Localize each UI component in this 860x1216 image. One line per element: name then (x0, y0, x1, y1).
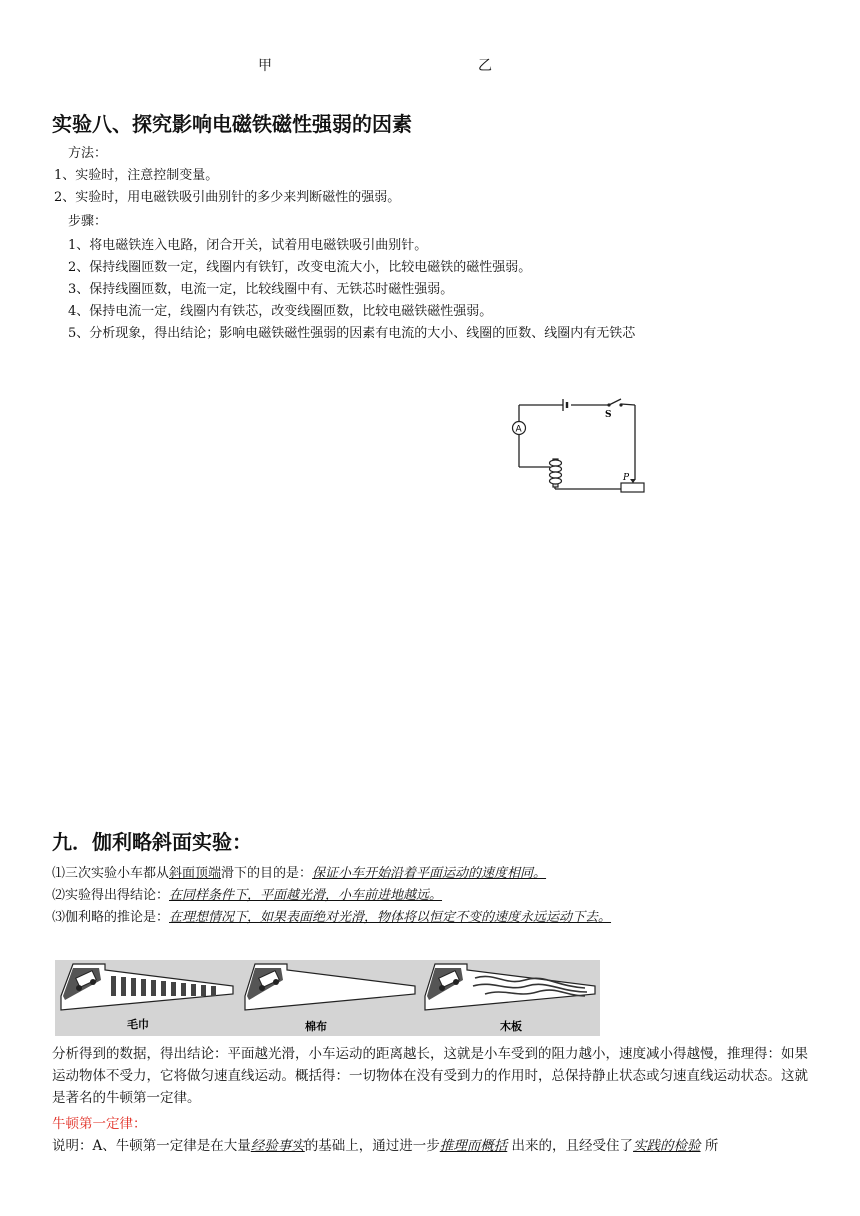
note-underlined: 实践的检验 (633, 1138, 701, 1154)
question-2 (52, 885, 442, 907)
method-item: 2、实验时，用电磁铁吸引曲别针的多少来判断磁性的强弱。 (54, 190, 401, 205)
step-item: 5、分析现象，得出结论；影响电磁铁磁性强弱的因素有电流的大小、线圈的匝数、线圈内有无铁芯 (68, 326, 636, 341)
switch-icon (607, 403, 622, 406)
surface-label: 木板 (500, 1020, 522, 1033)
figure-label-jia: 甲 (258, 58, 272, 74)
q2-prefix: ⑵实验得出得结论： (52, 888, 170, 903)
step-item: 3、保持线圈匝数，电流一定，比较线圈中有、无铁芯时磁性强弱。 (68, 282, 454, 297)
step-item: 2、保持线圈匝数一定，线圈内有铁钉，改变电流大小，比较电磁铁的磁性强弱。 (68, 260, 532, 275)
method-item: 1、实验时，注意控制变量。 (54, 168, 219, 183)
note-mid: 的基础上，通过进一步 (304, 1138, 440, 1154)
q1-answer: 保证小车开始沿着平面运动的速度相同。 (312, 866, 547, 881)
q3-answer: 在理想情况下，如果表面绝对光滑，物体将以恒定不变的速度永远运动下去。 (169, 910, 612, 925)
newton-first-law-label: 牛顿第一定律： (52, 1116, 147, 1132)
surface-label: 毛巾 (127, 1018, 149, 1031)
method-label: 方法： (68, 146, 108, 161)
question-1 (52, 863, 546, 885)
q1-prefix: ⑴三次实验小车都从 (52, 866, 170, 881)
note-line (52, 1135, 718, 1157)
battery-icon (563, 399, 567, 411)
note-mid: 出来的，且经受住了 (507, 1138, 634, 1154)
q1-mid: 滑下的目的是： (221, 866, 313, 881)
note-underlined: 经验事实 (250, 1138, 305, 1154)
circuit-diagram (505, 395, 655, 500)
incline-illustration (55, 960, 600, 1036)
q3-prefix: ⑶伽利略的推论是： (52, 910, 170, 925)
surface-label: 棉布 (305, 1020, 327, 1033)
electromagnet-icon (550, 459, 562, 487)
section8-title: 实验八、探究影响电磁铁磁性强弱的因素 (52, 112, 412, 136)
steps-label: 步骤： (68, 214, 108, 229)
analysis-paragraph: 分析得到的数据，得出结论：平面越光滑，小车运动的距离越长，这就是小车受到的阻力越小，速度减小得越慢，推理得：如果运动物体不受力，它将做匀速直线运动。概括得：一切物体在没有受到力的作用时，总保持静止状态或匀速直线运动状态。这就是著名的牛顿第一定律。 (52, 1046, 808, 1106)
question-3 (52, 907, 611, 929)
q1-underlined: 斜面顶端 (169, 866, 222, 881)
slider-label: P (623, 473, 630, 483)
q2-answer: 在同样条件下，平面越光滑，小车前进地越远。 (169, 888, 443, 903)
switch-label: S (605, 410, 612, 420)
note-end: 所 (700, 1138, 719, 1154)
step-item: 1、将电磁铁连入电路，闭合开关，试着用电磁铁吸引曲别针。 (68, 238, 428, 253)
figure-label-yi: 乙 (478, 58, 492, 74)
note-prefix: 说明：A、牛顿第一定律是在大量 (52, 1138, 251, 1154)
section9-title: 九．伽利略斜面实验： (52, 830, 252, 854)
step-item: 4、保持电流一定，线圈内有铁芯，改变线圈匝数，比较电磁铁磁性强弱。 (68, 304, 493, 319)
ammeter-label: A (515, 424, 522, 435)
note-underlined: 推理而概括 (439, 1138, 508, 1154)
